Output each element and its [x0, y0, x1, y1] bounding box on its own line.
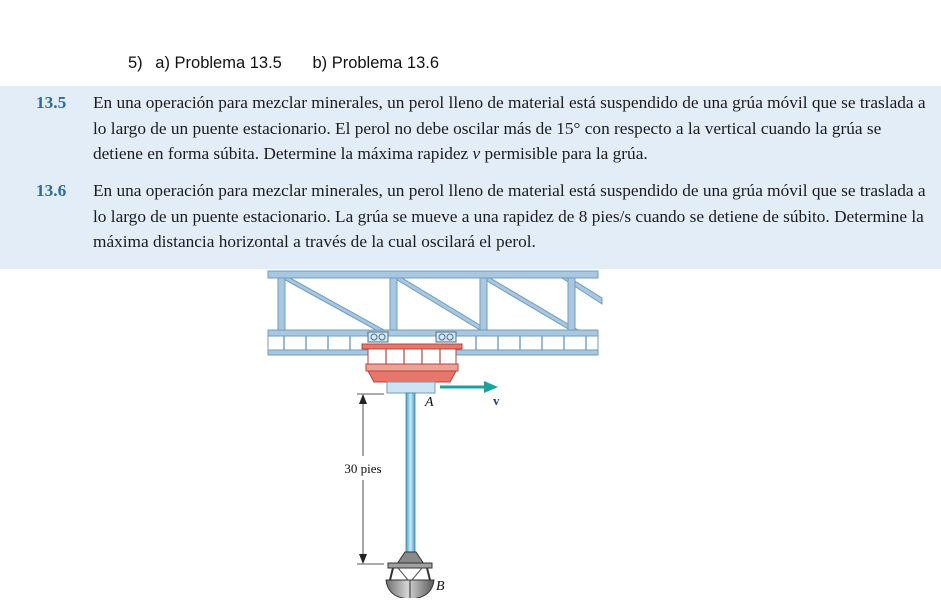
length-label: 30 pies [344, 461, 382, 476]
point-a-label: A [425, 395, 434, 410]
problem-number: 13.5 [36, 93, 67, 112]
velocity-label: v [493, 393, 500, 408]
heading-number: 5) [128, 54, 143, 72]
problem-variable-v: v [472, 144, 481, 163]
problem-text: En una operación para mezclar minerales, un perol lleno de material está suspendido de una grúa móvil que se traslada a lo largo de un puente estacionario. La grúa se mueve a una rapidez de 8 pies/s cuando se detiene de súbito. Determine la máxima distancia horizontal a través de la cual oscilará el perol. [93, 181, 926, 251]
heading-part-b: b) Problema 13.6 [312, 54, 440, 72]
cable [406, 393, 415, 556]
problems-panel [0, 86, 941, 269]
problem-text [93, 90, 935, 167]
problem-number: 13.6 [36, 181, 67, 200]
heading-part-a: a) Problema 13.5 [155, 54, 282, 72]
problem-text-before: En una operación para mezclar minerales, un perol lleno de material está suspendido de una grúa móvil que se traslada a lo largo de un puente estacionario. El perol no debe oscilar más de 15° con respecto a la vertical cuando la grúa se detiene en forma súbita. Determine la máxima rapidez [93, 93, 926, 163]
problem-heading [128, 54, 439, 73]
problem-text-after: permisible para la grúa. [480, 144, 648, 163]
length-dimension [357, 394, 384, 564]
bridge-truss [268, 271, 602, 355]
point-b-label: B [436, 579, 445, 594]
bucket [386, 552, 434, 598]
crane-diagram [262, 268, 607, 598]
velocity-arrow [440, 381, 498, 393]
crane-figure [262, 268, 607, 603]
